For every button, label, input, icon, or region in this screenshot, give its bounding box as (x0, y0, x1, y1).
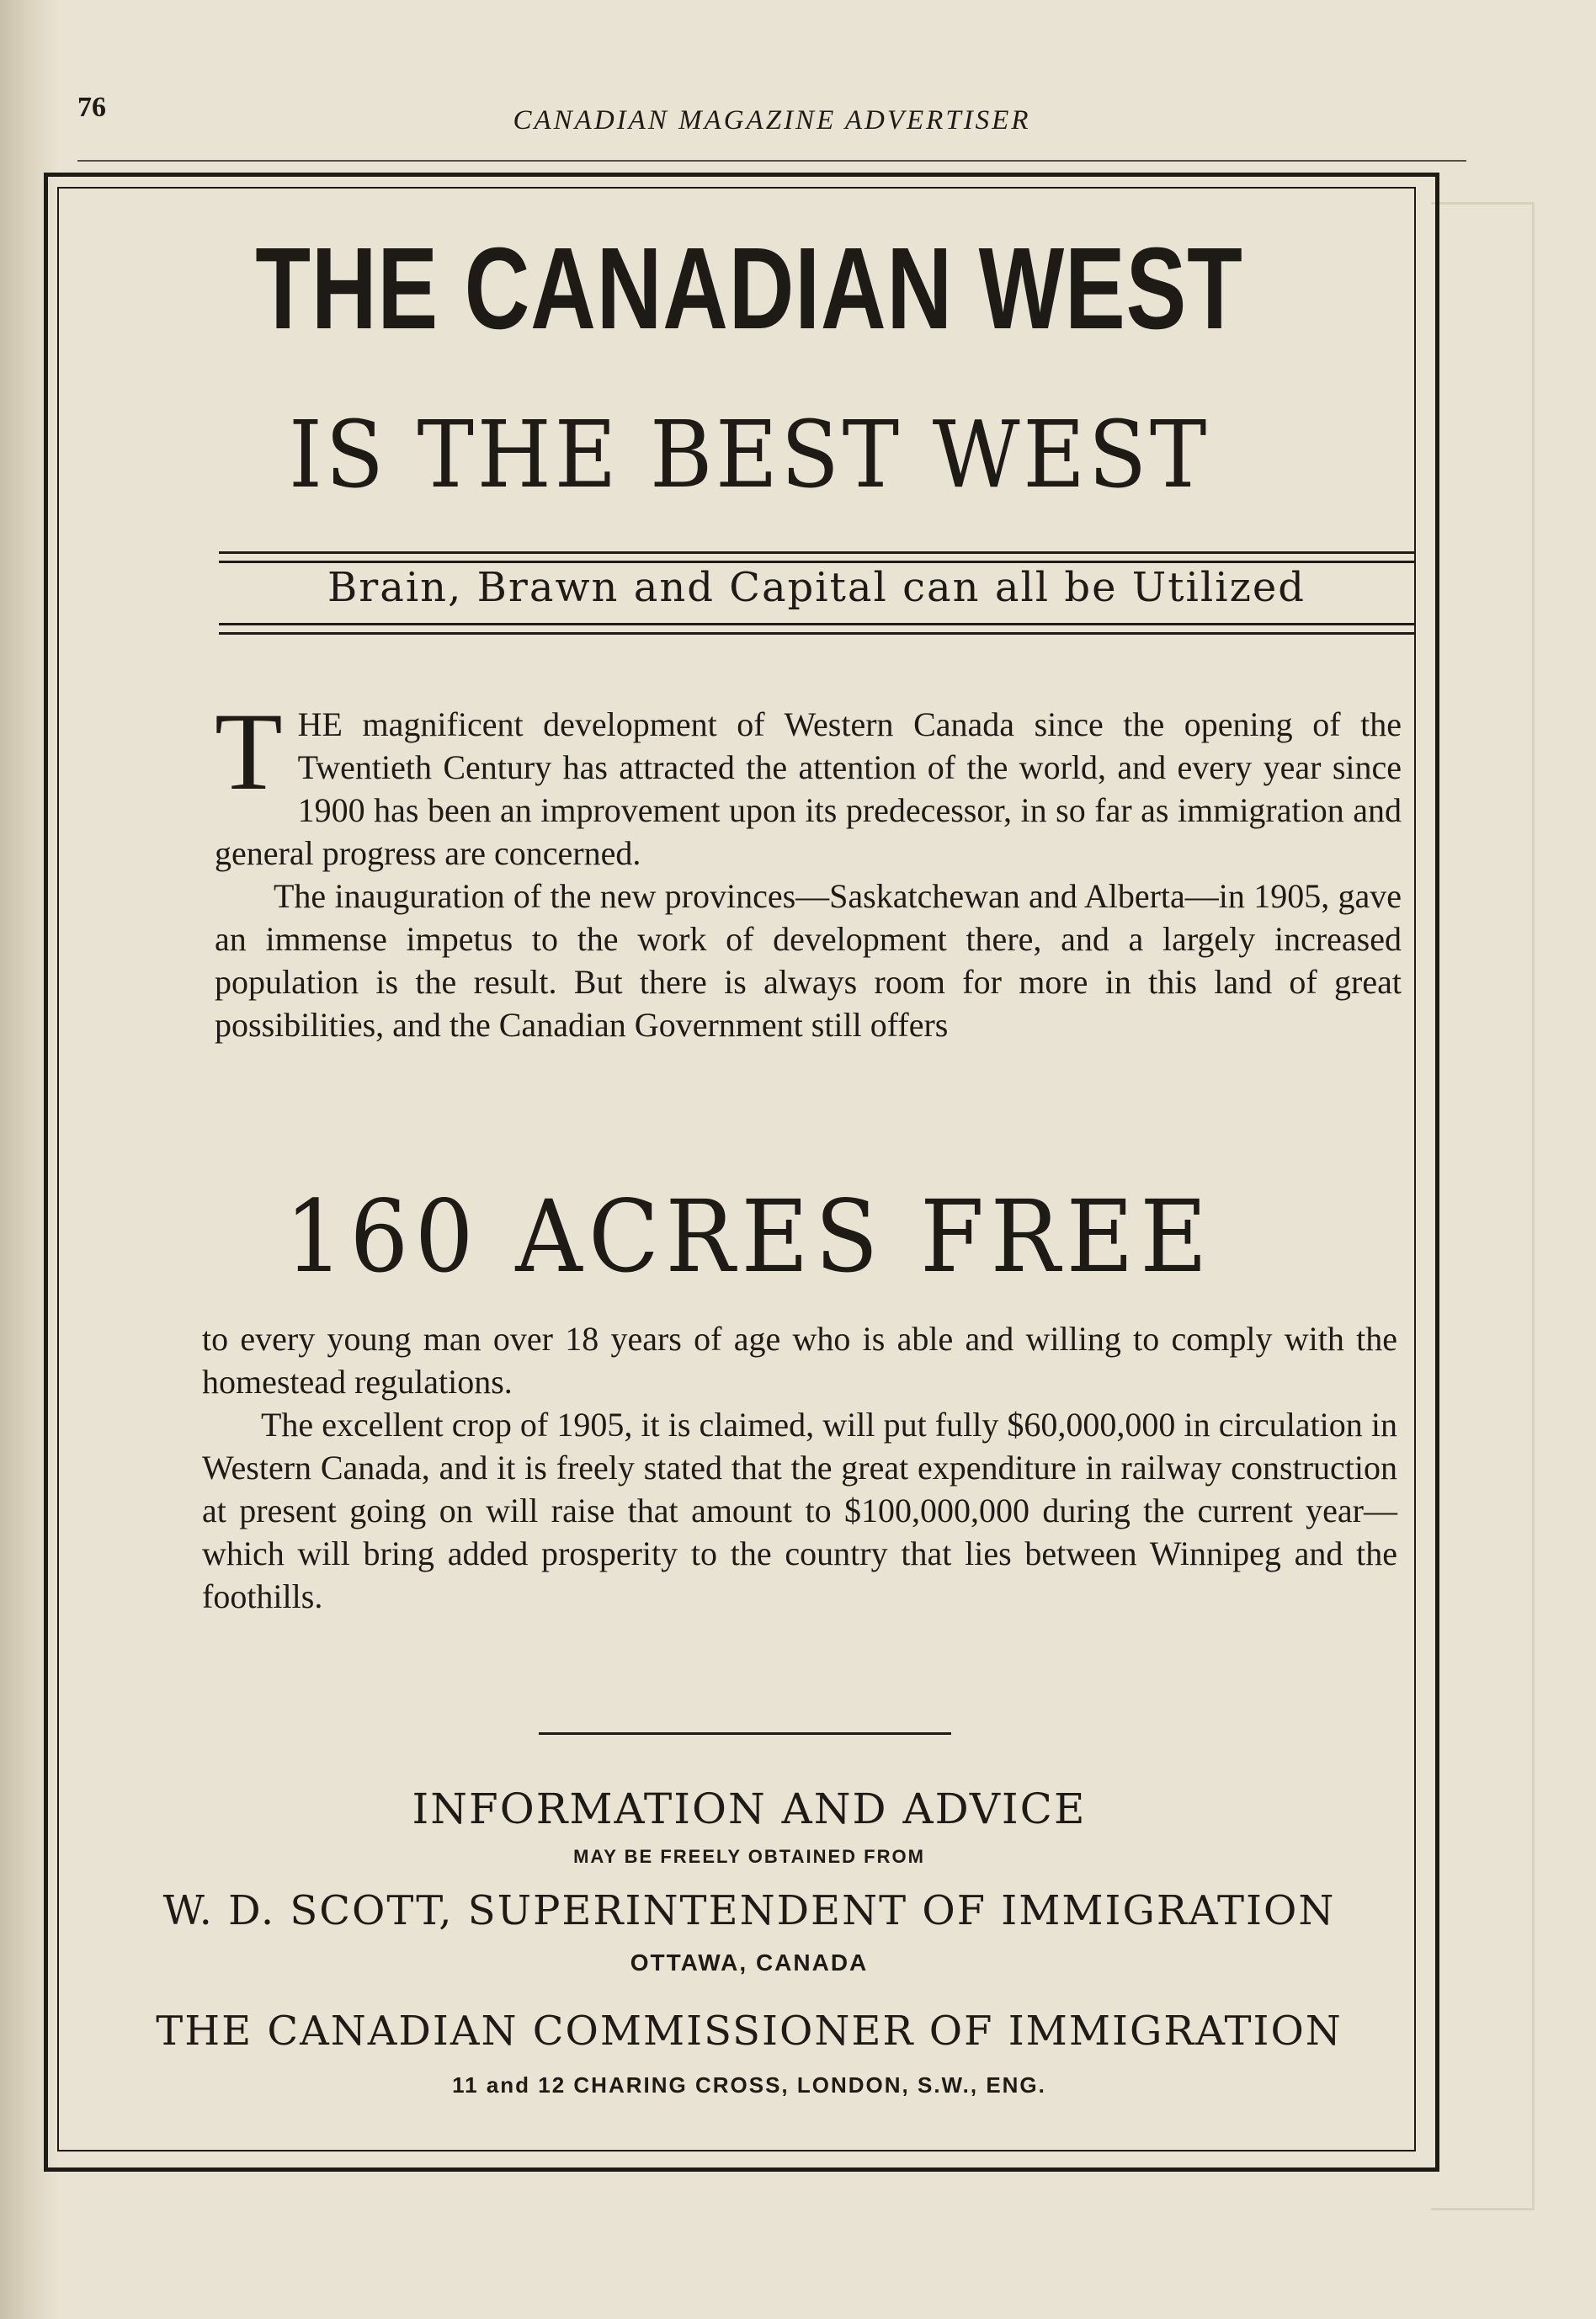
info-subheading: MAY BE FREELY OBTAINED FROM (573, 1846, 925, 1867)
paragraph-2: The inauguration of the new provinces—Saskatchewan and Alberta—in 1905, gave an immense impetus to the work of development there, and a largely increased population is the result. But there is always room for more in this land of great possibilities, and the Canadian Government still offers (215, 877, 1402, 1044)
offer-headline: 160 ACRES FREE (285, 1178, 1214, 1295)
intro-paragraph (215, 689, 1402, 875)
subheadline: IS THE BEST WEST (288, 401, 1210, 508)
address-ottawa: OTTAWA, CANADA (630, 1949, 869, 1976)
paragraph-4: The excellent crop of 1905, it is claimed, will put fully $60,000,000 in circulation in Western Canada, and it is freely stated that the great expenditure in railway construction at present going on will raise that amount to $100,000,000 during the current year—which will bring added prosperity to the country that lies between Winnipeg and the foothills. (202, 1406, 1397, 1615)
contact-superintendent: W. D. SCOTT, SUPERINTENDENT OF IMMIGRATION (162, 1887, 1336, 1934)
paragraph-3: to every young man over 18 years of age who is able and willing to comply with the homestead regulations. (202, 1320, 1397, 1401)
intro-paragraph-text: HE magnificent development of Western Canada since the opening of the Twentieth Century has attracted the attention of the world, and every year since 1900 has been an improvement upon its predecessor, in so far as immigration and general progress are concerned. (215, 705, 1402, 872)
headline: THE CANADIAN WEST (255, 224, 1243, 354)
drop-cap: T (215, 689, 283, 813)
page-header (77, 88, 1466, 139)
info-heading: INFORMATION AND ADVICE (412, 1784, 1087, 1833)
tagline-rule-top (219, 551, 1414, 563)
running-title: CANADIAN MAGAZINE ADVERTISER (513, 105, 1031, 136)
section-divider (539, 1732, 951, 1735)
advertisement (101, 210, 1402, 2121)
page-number: 76 (77, 92, 106, 123)
contact-commissioner: THE CANADIAN COMMISSIONER OF IMMIGRATION (156, 2008, 1343, 2055)
header-rule (77, 160, 1466, 162)
address-london: 11 and 12 CHARING CROSS, LONDON, S.W., ENG. (452, 2072, 1046, 2098)
show-through-border (1431, 202, 1535, 2210)
offer-text (202, 1317, 1397, 1618)
tagline-rule-bottom (219, 623, 1414, 635)
intro-text (215, 689, 1402, 1046)
tagline: Brain, Brawn and Capital can all be Utilized (327, 564, 1306, 611)
